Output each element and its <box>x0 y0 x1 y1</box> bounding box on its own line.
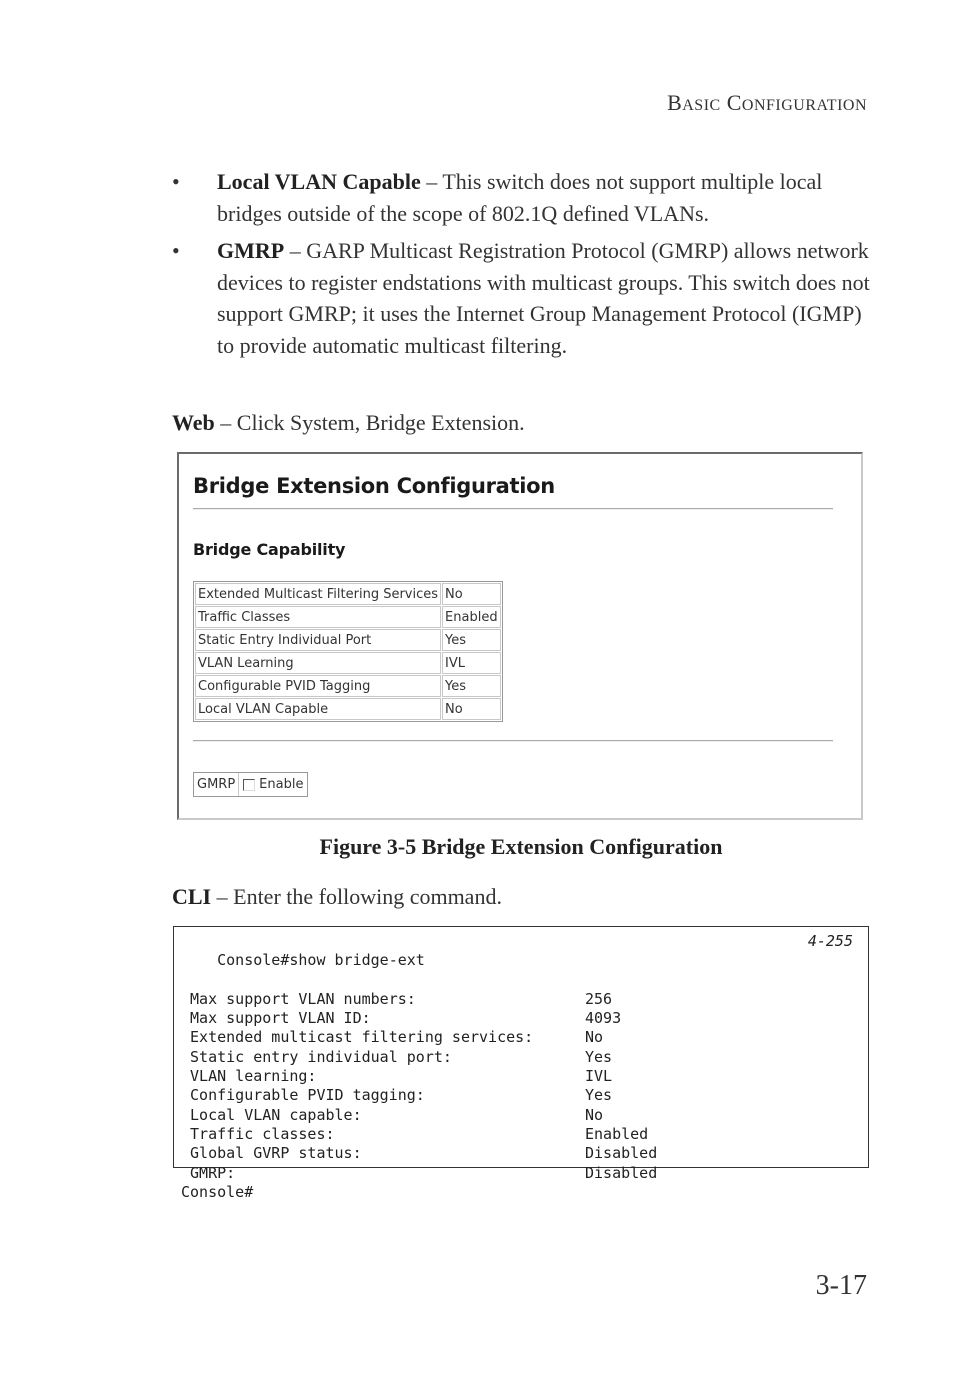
figure-caption: Figure 3-5 Bridge Extension Configuration <box>319 834 723 859</box>
cli-row-label: Max support VLAN ID: <box>181 1009 371 1028</box>
cli-row <box>181 1086 861 1105</box>
page-number: 3-17 <box>815 1270 867 1301</box>
cli-row-value: Yes <box>585 1047 613 1066</box>
cli-command: Console#show bridge-ext <box>217 951 425 970</box>
cli-prompt-line <box>181 1183 861 1202</box>
bullet-text: – This switch does not support multiple local bridges outside of the scope of 802.1Q defined VLANs. <box>217 169 823 226</box>
cli-row <box>181 1125 861 1144</box>
table-row <box>195 652 501 674</box>
cli-row <box>181 1144 861 1163</box>
cli-term: CLI <box>172 884 212 909</box>
cli-row-label: Extended multicast filtering services: <box>181 1028 534 1047</box>
divider <box>193 508 833 510</box>
row-value: No <box>442 698 501 720</box>
bullet-mark: • <box>172 238 180 263</box>
bullet-list <box>172 166 872 367</box>
row-value: IVL <box>442 652 501 674</box>
bridge-capability-table <box>193 581 503 722</box>
gmrp-label: GMRP <box>194 773 239 796</box>
table-row <box>195 606 501 628</box>
running-head-word: ASIC <box>682 97 721 114</box>
cli-row-label: Traffic classes: <box>181 1124 335 1143</box>
cli-reference: 4-255 <box>807 932 853 950</box>
table-row <box>195 583 501 605</box>
row-label: Local VLAN Capable <box>195 698 441 720</box>
row-value: Enabled <box>442 606 501 628</box>
running-head-initial: C <box>726 90 742 115</box>
table-row <box>195 675 501 697</box>
row-label: Extended Multicast Filtering Services <box>195 583 441 605</box>
row-value: Yes <box>442 629 501 651</box>
cli-row-value: IVL <box>585 1067 613 1086</box>
running-head <box>667 90 867 116</box>
cli-row-value: Enabled <box>585 1124 649 1143</box>
cli-row <box>181 1048 861 1067</box>
cli-command-line <box>181 932 861 990</box>
bullet-text: – GARP Multicast Registration Protocol (GMRP) allows network devices to register endstations with multicast groups. This switch does not support GMRP; it uses the Internet Group Management Protocol (IGMP) to provide automatic multicast filtering. <box>217 238 870 358</box>
gmrp-control[interactable] <box>239 773 307 796</box>
cli-row-label: Local VLAN capable: <box>181 1105 362 1124</box>
cli-output <box>173 926 869 1201</box>
cli-row-value: Yes <box>585 1086 613 1105</box>
cli-row-label: Static entry individual port: <box>181 1047 452 1066</box>
cli-row-value: Disabled <box>585 1144 658 1163</box>
gmrp-setting <box>193 772 308 797</box>
cli-row-value: No <box>585 1028 604 1047</box>
row-label: Configurable PVID Tagging <box>195 675 441 697</box>
web-instruction <box>172 410 525 436</box>
row-label: Traffic Classes <box>195 606 441 628</box>
cli-row <box>181 1106 861 1125</box>
cli-prompt: Console# <box>181 1182 254 1201</box>
cli-row <box>181 990 861 1009</box>
row-label: VLAN Learning <box>195 652 441 674</box>
cli-row-value: 256 <box>585 989 613 1008</box>
cli-row <box>181 1009 861 1028</box>
divider <box>193 740 833 742</box>
bullet-local-vlan-capable <box>172 166 872 229</box>
row-value: No <box>442 583 501 605</box>
bullet-mark: • <box>172 169 180 194</box>
cli-row-label: Configurable PVID tagging: <box>181 1086 425 1105</box>
cli-row-label: Global GVRP status: <box>181 1144 362 1163</box>
row-value: Yes <box>442 675 501 697</box>
figure-title: Bridge Extension Configuration <box>193 474 555 498</box>
gmrp-enable-label[interactable]: Enable <box>259 777 304 792</box>
web-term: Web <box>172 410 215 435</box>
web-text: – Click System, Bridge Extension. <box>214 410 525 435</box>
running-head-word: ONFIGURATION <box>741 97 867 114</box>
cli-instruction <box>172 884 502 910</box>
table-row <box>195 629 501 651</box>
cli-row <box>181 1028 861 1047</box>
figure-subtitle: Bridge Capability <box>193 540 346 559</box>
bullet-gmrp <box>172 235 872 361</box>
bullet-term: Local VLAN Capable <box>217 169 421 194</box>
cli-row-value: No <box>585 1105 604 1124</box>
cli-row <box>181 1067 861 1086</box>
cli-text: – Enter the following command. <box>211 884 502 909</box>
cli-row-label: Max support VLAN numbers: <box>181 989 416 1008</box>
table-row <box>195 698 501 720</box>
bridge-extension-screenshot <box>177 452 863 820</box>
cli-row <box>181 1164 861 1183</box>
row-label: Static Entry Individual Port <box>195 629 441 651</box>
cli-row-value: Disabled <box>585 1163 658 1182</box>
running-head-initial: B <box>667 90 683 115</box>
gmrp-enable-checkbox[interactable] <box>243 779 255 791</box>
bullet-term: GMRP <box>217 238 285 263</box>
cli-row-value: 4093 <box>585 1009 622 1028</box>
cli-row-label: VLAN learning: <box>181 1067 317 1086</box>
cli-row-label: GMRP: <box>181 1163 236 1182</box>
